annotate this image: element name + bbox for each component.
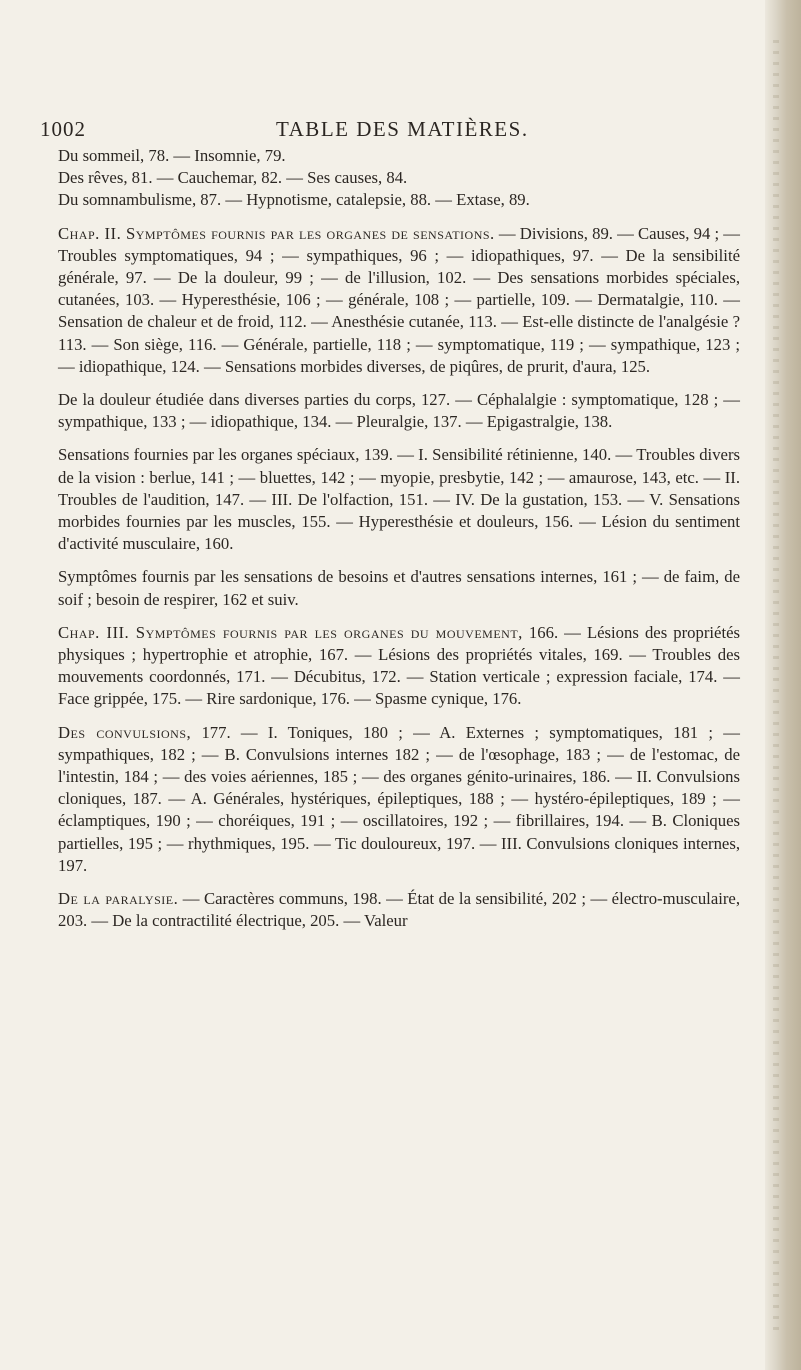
- toc-entry-paralysie: De la paralysie. — Caractères communs, 198. — État de la sensibilité, 202 ; — électro-musculaire, 203. — De la contractilité électrique, 205. — Valeur: [58, 889, 741, 931]
- chapter-heading: Chap. III. Symptômes fournis par les organes du mouvement,: [58, 622, 523, 642]
- page-header: [40, 117, 740, 147]
- section-heading: Des convulsions,: [58, 722, 192, 742]
- toc-entry-convulsions: Des convulsions, 177. — I. Toniques, 180 ; — A. Externes ; symptomatiques, 181 ; — sympathiques, 182 ; — B. Convulsions internes 182 ; — de l'œsophage, 183 ; — de l'estomac, de l'intestin, 184 ; — des voies aériennes, 185 ; — des organes génito-urinaires, 186. — II. Convulsions cloniques, 187. — A. Générales, hystériques, épileptiques, 188 ; — hystéro-épileptiques, 189 ; — éclamptiques, 190 ; — choréiques, 191 ; — oscillatoires, 192 ; — fibrillaires, 194. — B. Cloniques partielles, 195 ; — rhythmiques, 195. — Tic douloureux, 197. — III. Convulsions cloniques internes, 197.: [58, 722, 740, 875]
- page-edge-shadow: [765, 0, 801, 1370]
- running-title: TABLE DES MATIÈRES.: [276, 117, 529, 141]
- toc-entry-sommeil: Du sommeil, 78. — Insomnie, 79.: [58, 146, 286, 165]
- chapter-heading: Chap. II. Symptômes fournis par les organes de sensations.: [58, 223, 495, 243]
- toc-entry-reves: Des rêves, 81. — Cauchemar, 82. — Ses causes, 84.: [58, 168, 408, 188]
- toc-entry-organes-speciaux: Sensations fournies par les organes spéciaux, 139. — I. Sensibilité rétinienne, 140. — Troubles divers de la vision : berlue, 141 ; — bluettes, 142 ; — myopie, presbytie, 142 ; — amaurose, 143, etc. — II. Troubles de l'audition, 147. — III. De l'olfaction, 151. — IV. De la gustation, 153. — V. Sensations morbides fournies par les muscles, 155. — Hyperesthésie et douleurs, 156. — Lésion du sentiment d'activité musculaire, 160.: [58, 445, 740, 554]
- toc-entry-besoins: Symptômes fournis par les sensations de besoins et d'autres sensations internes, 161 ; — de faim, de soif ; besoin de respirer, 162 et suiv.: [58, 567, 740, 609]
- toc-chapter-2: Chap. II. Symptômes fournis par les organes de sensations. — Divisions, 89. — Causes, 94 ; — Troubles symptomatiques, 94 ; — sympathiques, 96 ; — idiopathiques, 97. — De la sensibilité générale, 97. — De la douleur, 99 ; — de l'illusion, 102. — Des sensations morbides spéciales, cutanées, 103. — Hyperesthésie, 106 ; — générale, 108 ; — partielle, 109. — Dermatalgie, 110. — Sensation de chaleur et de froid, 112. — Anesthésie cutanée, 113. — Est-elle distincte de l'analgésie ? 113. — Son siège, 116. — Générale, partielle, 118 ; — symptomatique, 119 ; — sympathique, 123 ; — idiopathique, 124. — Sensations morbides diverses, de piqûres, de prurit, d'aura, 125.: [58, 223, 740, 376]
- toc-entry-somnambulisme: Du somnambulisme, 87. — Hypnotisme, catalepsie, 88. — Extase, 89.: [58, 190, 530, 210]
- toc-entry-douleur: De la douleur étudiée dans diverses parties du corps, 127. — Céphalalgie : symptomatique, 128 ; — sympathique, 133 ; — idiopathique, 134. — Pleuralgie, 137. — Epigastralgie, 138.: [58, 390, 740, 432]
- table-of-contents-body: [58, 145, 740, 944]
- section-heading: De la paralysie.: [58, 889, 179, 909]
- page-number: 1002: [40, 117, 86, 141]
- toc-chapter-3: Chap. III. Symptômes fournis par les organes du mouvement, 166. — Lésions des propriétés physiques ; hypertrophie et atrophie, 167. — Lésions des propriétés vitales, 169. — Troubles des mouvements coordonnés, 171. — Décubitus, 172. — Station verticale ; expression faciale, 174. — Face grippée, 175. — Rire sardonique, 176. — Spasme cynique, 176.: [58, 622, 740, 709]
